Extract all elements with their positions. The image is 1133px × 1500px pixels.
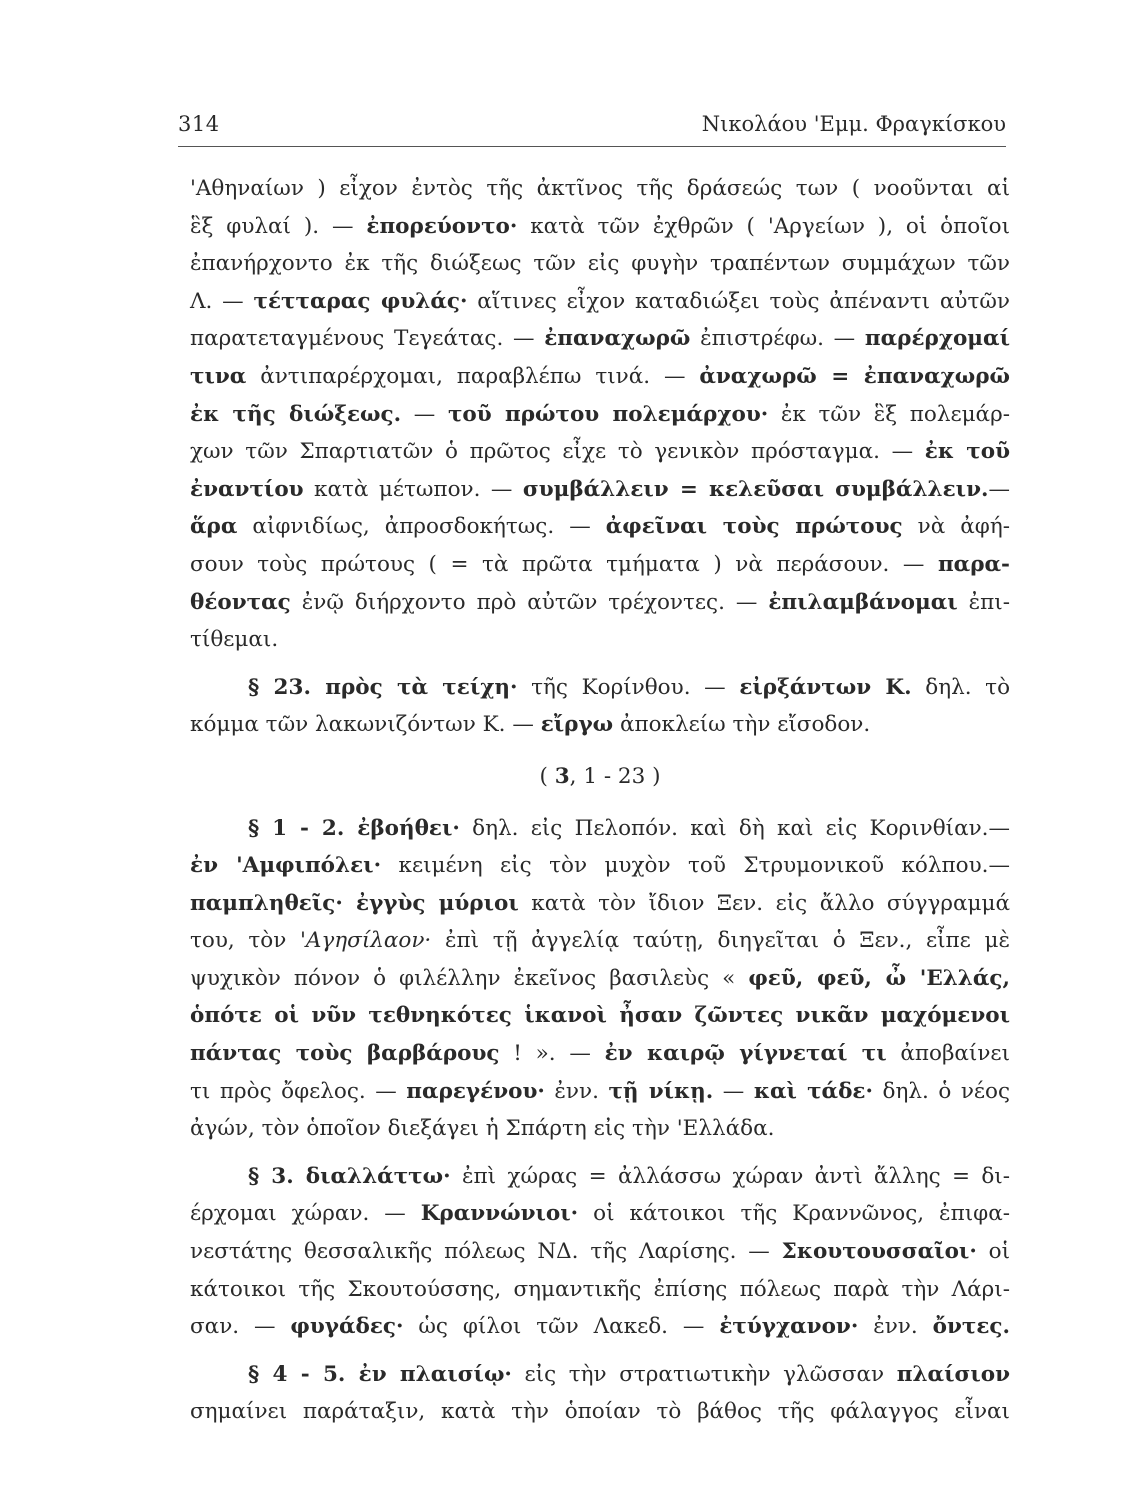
text-line	[190, 1195, 1010, 1233]
chapter-heading	[190, 758, 1010, 796]
bold-term: ἐκ τῆς διώξεως.	[190, 401, 402, 427]
bold-term: § 23.	[248, 674, 326, 700]
text-run: ἀντιπαρέρχομαι, παραβλέπω τινά. —	[246, 363, 700, 389]
text-run: νὰ ἀφή-	[902, 514, 1010, 540]
bold-term: θέοντας	[190, 589, 291, 615]
text-run: ἀγών, τὸν ὁποῖον διεξάγει ἡ Σπάρτη εἰς τὴν 'Ελλάδα.	[190, 1116, 775, 1142]
bold-term: ἅρα	[190, 514, 238, 540]
text-run: αἰφνιδίως, ἀπροσδοκήτως. —	[237, 514, 606, 540]
bold-term: παμπληθεῖς· ἐγγὺς μύριοι	[190, 890, 519, 916]
text-run: χων τῶν Σπαρτιατῶν ὁ πρῶτος εἶχε τὸ γενικὸν πρόσταγμα. —	[190, 439, 925, 465]
text-line	[190, 358, 1010, 396]
bold-term: παρα-	[937, 551, 1010, 577]
text-run: ἐπὶ τῇ ἀγγελίᾳ ταύτῃ, διηγεῖται ὁ Ξεν., εἶπε μὲ	[431, 928, 1011, 954]
text-line	[190, 885, 1010, 923]
bold-term: παρέρχομαί	[864, 326, 1010, 352]
text-run: κατὰ μέτωπον. —	[303, 476, 523, 502]
bold-term: πλαίσιον	[896, 1361, 1010, 1387]
text-line	[190, 997, 1010, 1035]
bold-term: ὁπότε οἱ νῦν τεθνηκότες ἱκανοὶ ἦσαν ζῶντες νικᾶν μαχόμενοι	[190, 1003, 1010, 1029]
text-line	[190, 1035, 1010, 1073]
paragraph-gap	[190, 796, 1010, 810]
text-line	[190, 320, 1010, 358]
bold-term: τοῦ πρώτου πολεμάρχου·	[447, 401, 769, 427]
text-run: δηλ. τὸ	[911, 674, 1011, 700]
text-run: Λ. —	[190, 288, 254, 314]
text-line	[190, 1393, 1010, 1431]
bold-term: 3	[554, 763, 570, 789]
text-run: ἀποκλείω τὴν εἴσοδον.	[613, 712, 871, 738]
page-body	[190, 170, 1010, 1431]
text-run: ἐκ τῶν ἓξ πολεμάρ-	[768, 401, 1010, 427]
bold-term: § 3.	[248, 1163, 306, 1189]
text-line	[190, 433, 1010, 471]
text-run: ἐπι-	[957, 589, 1010, 615]
bold-term: § 4 - 5.	[248, 1361, 359, 1387]
bold-term: Σκουτουσσαῖοι·	[781, 1239, 977, 1265]
bold-term: § 1 - 2.	[248, 815, 358, 841]
paragraph-gap	[190, 1346, 1010, 1356]
text-run: δηλ. εἰς Πελοπόν. καὶ δὴ καὶ εἰς Κορινθίαν.—	[459, 815, 1010, 841]
bold-term: τῇ νίκῃ.	[608, 1078, 714, 1104]
text-line	[190, 208, 1010, 246]
text-run: κόμμα τῶν λακωνιζόντων Κ. —	[190, 712, 541, 738]
bold-term: ἐν 'Αμφιπόλει·	[190, 853, 382, 879]
text-run: σαν. —	[190, 1314, 291, 1340]
text-line	[190, 922, 1010, 960]
section-line	[190, 810, 1010, 848]
text-run: έρχομαι χώραν. —	[190, 1201, 421, 1227]
text-run: κατὰ τὸν ἴδιον Ξεν. εἰς ἄλλο σύγγραμμά	[518, 890, 1011, 916]
text-run: εἰς τὴν στρατιωτικὴν γλῶσσαν	[511, 1361, 897, 1387]
text-run: —	[988, 476, 1010, 502]
text-run: δηλ. ὁ νέος	[873, 1078, 1011, 1104]
text-line	[190, 1233, 1010, 1271]
bold-term: εἰρξάντων Κ.	[739, 674, 912, 700]
text-run: τι πρὸς ὄφελος. —	[190, 1078, 407, 1104]
bold-term: ὄντες.	[932, 1314, 1010, 1340]
text-line	[190, 960, 1010, 998]
text-run: κειμένη εἰς τὸν μυχὸν τοῦ Στρυμονικοῦ κόλπου.—	[381, 853, 1010, 879]
text-run: 'Αθηναίων ) εἶχον ἐντὸς τῆς ἀκτῖνος τῆς δράσεώς των ( νοοῦνται αἱ	[190, 176, 1010, 201]
bold-term: ἐν καιρῷ γίγνεταί τι	[604, 1041, 887, 1067]
text-run: ἀποβαίνει	[886, 1041, 1011, 1067]
text-run: νεστάτης θεσσαλικῆς πόλεως ΝΔ. τῆς Λαρίσης. —	[190, 1239, 782, 1265]
text-line	[190, 584, 1010, 622]
bold-term: ἐπιλαμβάνομαι	[768, 589, 958, 615]
text-line	[190, 1110, 1010, 1148]
text-run: τῆς Κορίνθου. —	[517, 674, 740, 700]
bold-term: ἐν πλαισίῳ·	[358, 1361, 512, 1387]
text-run: σουν τοὺς πρώτους ( = τὰ πρῶτα τμήματα ) νὰ περάσουν. —	[190, 551, 938, 577]
bold-term: τέτταρας φυλάς·	[253, 288, 468, 314]
text-run: ἐπανήρχοντο ἐκ τῆς διώξεως τῶν εἰς φυγὴν τραπέντων συμμάχων τῶν	[190, 251, 1010, 277]
bold-term: τινα	[190, 363, 247, 389]
text-run: αἵτινες εἶχον καταδιώξει τοὺς ἀπέναντι αὐτῶν	[467, 288, 1010, 314]
text-line	[190, 245, 1010, 283]
bold-term: συμβάλλειν = κελεῦσαι συμβάλλειν.	[522, 476, 989, 502]
section-line	[190, 1356, 1010, 1394]
section-line	[190, 1158, 1010, 1196]
bold-term: πάντας τοὺς βαρβάρους	[190, 1041, 500, 1067]
text-run: σημαίνει παράταξιν, κατὰ τὴν ὁποίαν τὸ βάθος τῆς φάλαγγος εἶναι	[190, 1399, 1010, 1425]
page-number: 314	[178, 112, 220, 136]
text-run: (	[539, 763, 555, 789]
text-line	[190, 1308, 1010, 1346]
bold-term: ἐκ τοῦ	[924, 439, 1010, 465]
bold-term: φεῦ, φεῦ, ὦ 'Ελλάς,	[748, 965, 1010, 991]
text-run: κατὰ τῶν ἐχθρῶν ( 'Αργείων ), οἱ ὁποῖοι	[517, 213, 1011, 239]
text-run: παρατεταγμένους Τεγεάτας. —	[190, 326, 545, 352]
text-run: ψυχικὸν πόνον ὁ φιλέλλην ἐκεῖνος βασιλεὺς «	[190, 965, 749, 991]
text-run: οἱ	[976, 1239, 1010, 1265]
text-line	[190, 1073, 1010, 1111]
bold-term: ἐναντίου	[190, 476, 304, 502]
text-run: κάτοικοι τῆς Σκουτούσσης, σημαντικῆς ἐπίσης πόλεως παρὰ τὴν Λάρι-	[190, 1276, 1010, 1302]
text-run: ἓξ φυλαί ). —	[190, 213, 367, 239]
text-run: ἐνν.	[544, 1078, 609, 1104]
text-line	[190, 170, 1010, 208]
text-run: ἐπὶ χώρας = ἀλλάσσω χώραν ἀντὶ ἄλλης = δι-	[450, 1163, 1010, 1189]
header-rule	[178, 146, 1006, 147]
text-run: , 1 - 23 )	[569, 763, 661, 789]
running-head: Νικολάου 'Εμμ. Φραγκίσκου	[701, 112, 1006, 136]
text-run: οἱ κάτοικοι τῆς Κραννῶνος, ἐπιφα-	[578, 1201, 1010, 1227]
italic-term: 'Αγησίλαον·	[300, 928, 432, 954]
bold-term: ἐτύγχανον·	[719, 1314, 859, 1340]
paragraph-gap	[190, 1148, 1010, 1158]
bold-term: καὶ τάδε·	[753, 1078, 873, 1104]
text-line	[190, 546, 1010, 584]
page-header	[178, 104, 1006, 148]
text-run: ὡς φίλοι τῶν Λακεδ. —	[403, 1314, 720, 1340]
text-line	[190, 1271, 1010, 1309]
text-line	[190, 621, 1010, 659]
bold-term: διαλλάττω·	[305, 1163, 451, 1189]
paragraph-gap	[190, 659, 1010, 669]
text-line	[190, 706, 1010, 744]
bold-term: ἐπορεύοντο·	[366, 213, 518, 239]
bold-term: Κραννώνιοι·	[420, 1201, 579, 1227]
text-run: τίθεμαι.	[190, 627, 279, 653]
text-line	[190, 847, 1010, 885]
bold-term: ἐβοήθει·	[357, 815, 460, 841]
text-run: —	[713, 1078, 754, 1104]
bold-term: φυγάδες·	[290, 1314, 404, 1340]
bold-term: πρὸς τὰ τείχη·	[325, 674, 518, 700]
paragraph-gap	[190, 744, 1010, 758]
text-run: —	[401, 401, 448, 427]
text-run: του, τὸν	[190, 928, 300, 954]
text-run: ! ». —	[499, 1041, 605, 1067]
text-line	[190, 508, 1010, 546]
text-run: ἐνν.	[858, 1314, 933, 1340]
text-run: ἐνῷ διήρχοντο πρὸ αὐτῶν τρέχοντες. —	[290, 589, 769, 615]
bold-term: ἐπαναχωρῶ	[544, 326, 691, 352]
text-line	[190, 471, 1010, 509]
bold-term: εἴργω	[540, 712, 614, 738]
bold-term: ἀναχωρῶ = ἐπαναχωρῶ	[699, 363, 1010, 389]
bold-term: παρεγένου·	[406, 1078, 545, 1104]
text-run: ἐπιστρέφω. —	[690, 326, 865, 352]
bold-term: ἀφεῖναι τοὺς πρώτους	[605, 514, 903, 540]
text-line	[190, 283, 1010, 321]
text-line	[190, 396, 1010, 434]
section-line	[190, 669, 1010, 707]
